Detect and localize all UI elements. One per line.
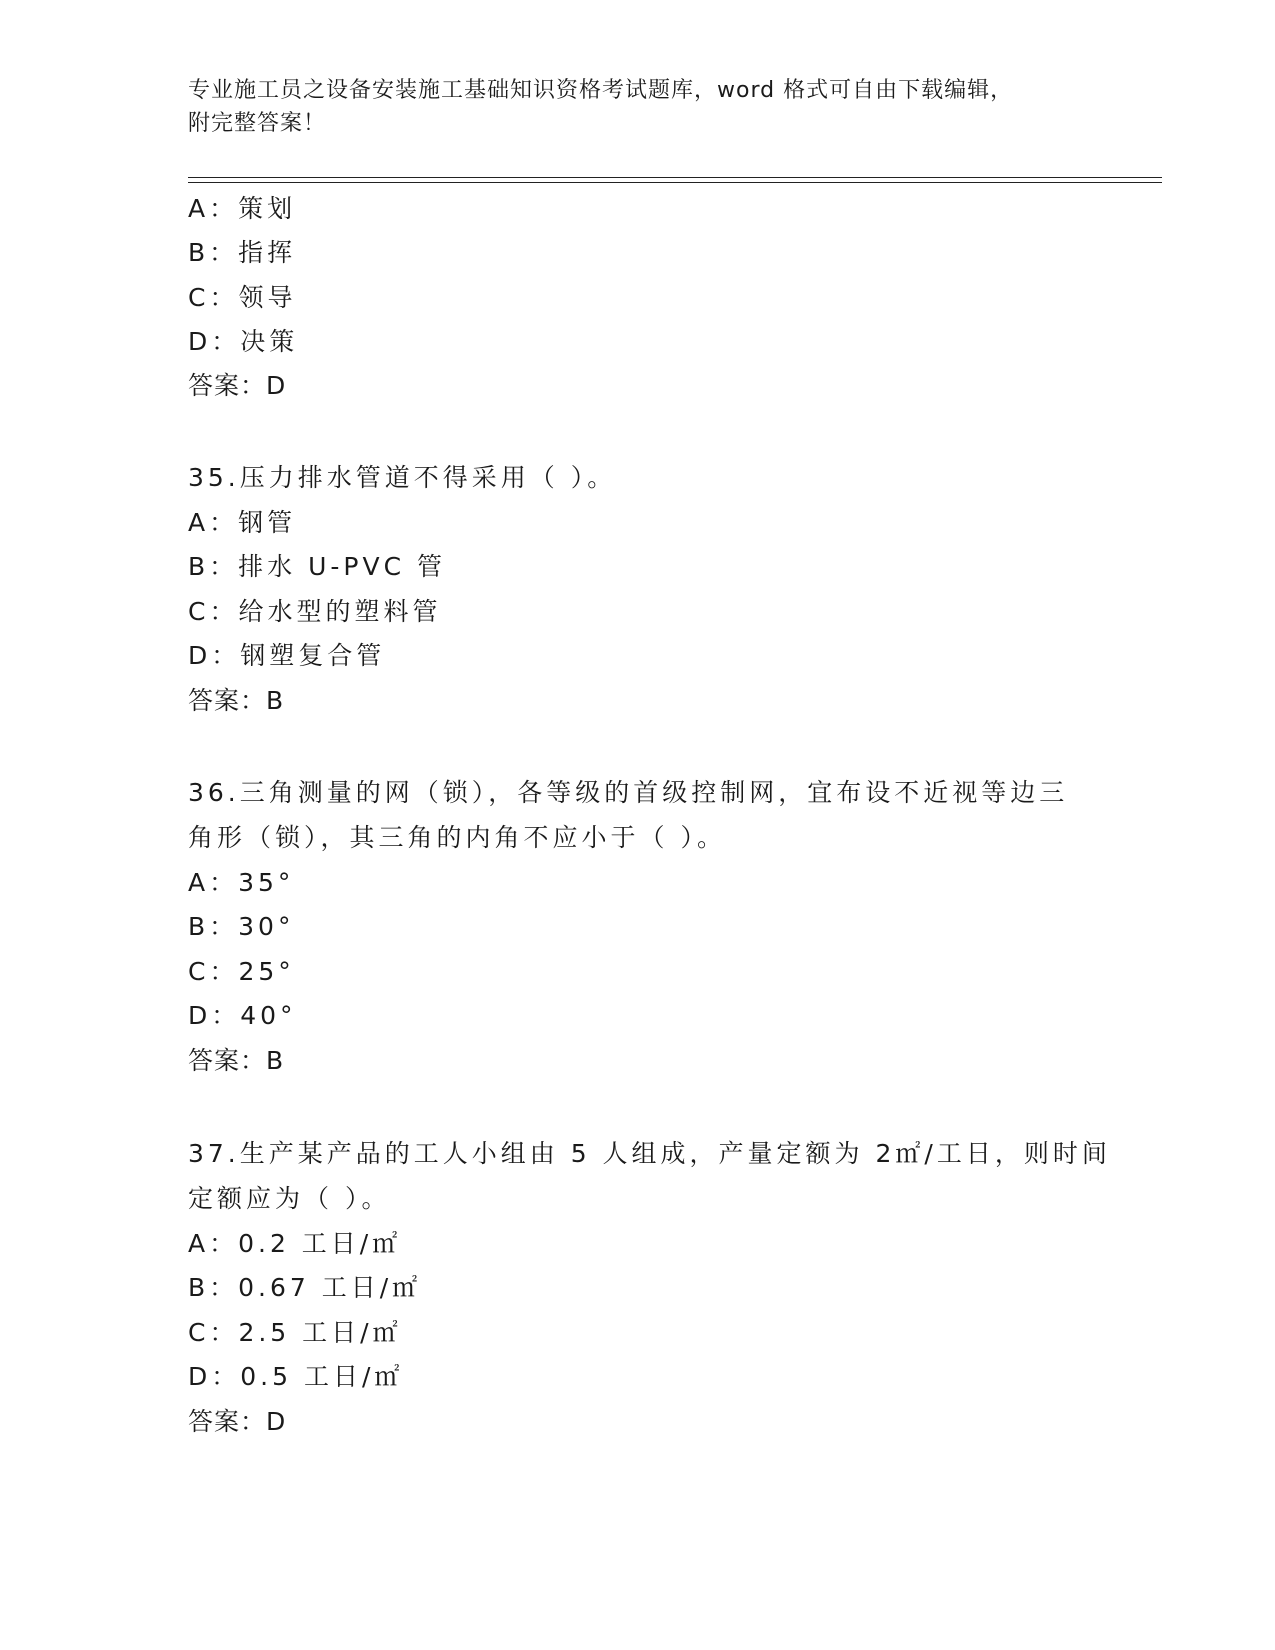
q36-answer: 答案：B xyxy=(188,1046,285,1075)
q35-option-a: A：钢管 xyxy=(188,508,297,537)
q35-stem: 35.压力排水管道不得采用（ ）。 xyxy=(188,463,617,492)
q34-answer: 答案：D xyxy=(188,371,287,400)
q37-option-b: B：0.67 工日/㎡ xyxy=(188,1273,422,1302)
q34-option-c: C：领导 xyxy=(188,283,297,312)
q37-answer: 答案：D xyxy=(188,1407,287,1436)
q34-option-a: A：策划 xyxy=(188,194,297,223)
q34-option-b: B：指挥 xyxy=(188,238,297,267)
q35-option-b: B：排水 U-PVC 管 xyxy=(188,552,446,581)
header-line-1: 专业施工员之设备安装施工基础知识资格考试题库，word 格式可自由下载编辑， xyxy=(188,78,1014,103)
q37-stem-line-2: 定额应为（ ）。 xyxy=(188,1184,391,1213)
q35-option-c: C：给水型的塑料管 xyxy=(188,597,442,626)
q36-option-a: A：35° xyxy=(188,868,295,897)
document-header xyxy=(188,74,1088,140)
q36-stem-line-2: 角形（锁），其三角的内角不应小于（ ）。 xyxy=(188,823,726,852)
q34-option-d: D：决策 xyxy=(188,327,299,356)
q36-option-b: B：30° xyxy=(188,912,295,941)
q36-stem-line-1: 36.三角测量的网（锁），各等级的首级控制网，宜布设不近视等边三 xyxy=(188,778,1069,807)
q37-option-c: C：2.5 工日/㎡ xyxy=(188,1318,402,1347)
q37-option-d: D：0.5 工日/㎡ xyxy=(188,1362,404,1391)
q37-stem-line-1: 37.生产某产品的工人小组由 5 人组成，产量定额为 2㎡/工日，则时间 xyxy=(188,1139,1111,1168)
header-divider-bottom xyxy=(188,182,1162,183)
header-line-2: 附完整答案！ xyxy=(188,111,327,136)
q36-option-d: D：40° xyxy=(188,1001,297,1030)
q37-option-a: A：0.2 工日/㎡ xyxy=(188,1229,402,1258)
q35-answer: 答案：B xyxy=(188,686,285,715)
header-divider-top xyxy=(188,177,1162,178)
q36-option-c: C：25° xyxy=(188,957,295,986)
q35-option-d: D：钢塑复合管 xyxy=(188,641,386,670)
